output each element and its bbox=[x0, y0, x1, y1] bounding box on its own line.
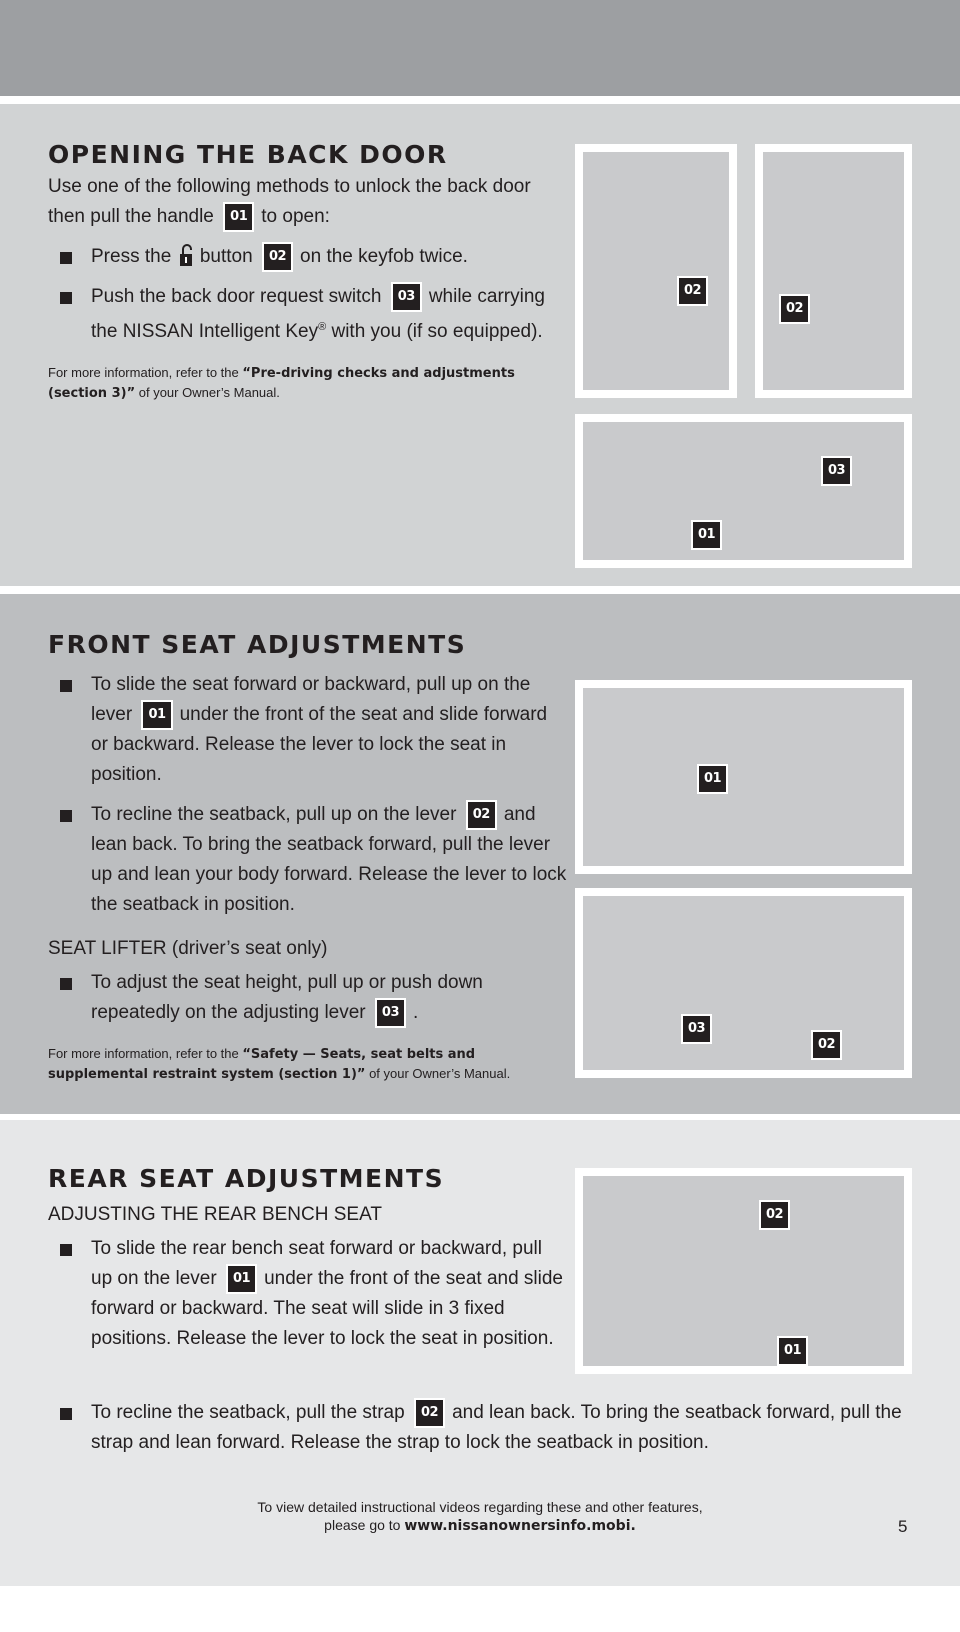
callout-badge-03: 03 bbox=[821, 456, 852, 486]
subheading: ADJUSTING THE REAR BENCH SEAT bbox=[48, 1204, 382, 1225]
list-item: To recline the seatback, pull the strap 02 and lean back. To bring the seatback forward, pull the strap and lean forward. Release the strap to lock the seatback in position. bbox=[48, 1398, 918, 1458]
callout-badge-03: 03 bbox=[375, 998, 406, 1028]
callout-badge-01: 01 bbox=[777, 1336, 808, 1366]
list-item: Press the button 02 on the keyfob twice. bbox=[48, 242, 568, 272]
callout-badge-02: 02 bbox=[466, 800, 497, 830]
rear-seat-section bbox=[48, 1164, 568, 1354]
section-title: REAR SEAT ADJUSTMENTS bbox=[48, 1164, 445, 1193]
seat-lever-photo bbox=[575, 680, 912, 874]
footer-bar bbox=[0, 1586, 960, 1632]
callout-badge-03: 03 bbox=[391, 282, 422, 312]
callout-badge-02: 02 bbox=[677, 276, 708, 306]
method-list bbox=[48, 242, 568, 347]
callout-badge-01: 01 bbox=[141, 700, 172, 730]
callout-badge-02: 02 bbox=[811, 1030, 842, 1060]
keyfob-photo-2 bbox=[755, 144, 912, 398]
list-item: To adjust the seat height, pull up or push down repeatedly on the adjusting lever 03 . bbox=[48, 968, 568, 1028]
list-item: Push the back door request switch 03 while carrying the NISSAN Intelligent Key® with you (if so equipped). bbox=[48, 282, 568, 347]
callout-badge-02: 02 bbox=[262, 242, 293, 272]
list-item: To slide the rear bench seat forward or backward, pull up on the lever 01 under the front of the seat and slide forward or backward. The seat will slide in 3 fixed positions. Release the lever to lock the seat in position. bbox=[48, 1234, 568, 1354]
rear-seat-photo bbox=[575, 1168, 912, 1374]
page-number: 5 bbox=[898, 1517, 908, 1536]
seat-side-photo bbox=[575, 888, 912, 1078]
subheading: SEAT LIFTER (driver’s seat only) bbox=[48, 938, 328, 959]
section-title: FRONT SEAT ADJUSTMENTS bbox=[48, 630, 467, 659]
callout-badge-01: 01 bbox=[226, 1264, 257, 1294]
callout-badge-01: 01 bbox=[691, 520, 722, 550]
callout-badge-01: 01 bbox=[223, 202, 254, 232]
unlock-icon bbox=[179, 243, 193, 267]
callout-badge-02: 02 bbox=[779, 294, 810, 324]
seat-lifter-list bbox=[48, 968, 568, 1028]
video-footnote: To view detailed instructional videos regarding these and other features, please go to www.nissanownersinfo.mobi. bbox=[257, 1499, 703, 1534]
callout-badge-02: 02 bbox=[759, 1200, 790, 1230]
intro-paragraph: Use one of the following methods to unlock the back door then pull the handle 01 to open: bbox=[48, 172, 568, 232]
rear-seat-recline bbox=[48, 1398, 918, 1458]
front-seat-list bbox=[48, 670, 568, 920]
rear-seat-list-2 bbox=[48, 1398, 918, 1458]
rear-seat-list bbox=[48, 1234, 568, 1354]
back-door-section bbox=[48, 140, 568, 403]
section-title: OPENING THE BACK DOOR bbox=[48, 140, 448, 169]
callout-badge-01: 01 bbox=[697, 764, 728, 794]
back-door-photo bbox=[575, 414, 912, 568]
callout-badge-02: 02 bbox=[414, 1398, 445, 1428]
manual-reference-note: For more information, refer to the “Pre-driving checks and adjustments (section 3)” of your Owner’s Manual. bbox=[48, 365, 515, 401]
top-gray-bar bbox=[0, 0, 960, 96]
website-link[interactable]: www.nissanownersinfo.mobi. bbox=[404, 1518, 636, 1534]
front-seat-section bbox=[48, 630, 568, 1084]
callout-badge-03: 03 bbox=[681, 1014, 712, 1044]
keyfob-photo bbox=[575, 144, 737, 398]
list-item: To slide the seat forward or backward, pull up on the lever 01 under the front of the seat and slide forward or backward. Release the lever to lock the seat in position. bbox=[48, 670, 568, 790]
list-item: To recline the seatback, pull up on the lever 02 and lean back. To bring the seatback forward, pull the lever up and lean your body forward. Release the lever to lock the seatback in position. bbox=[48, 800, 568, 920]
manual-reference-note: For more information, refer to the “Safety — Seats, seat belts and supplemental restraint system (section 1)” of your Owner’s Manual. bbox=[48, 1046, 511, 1082]
